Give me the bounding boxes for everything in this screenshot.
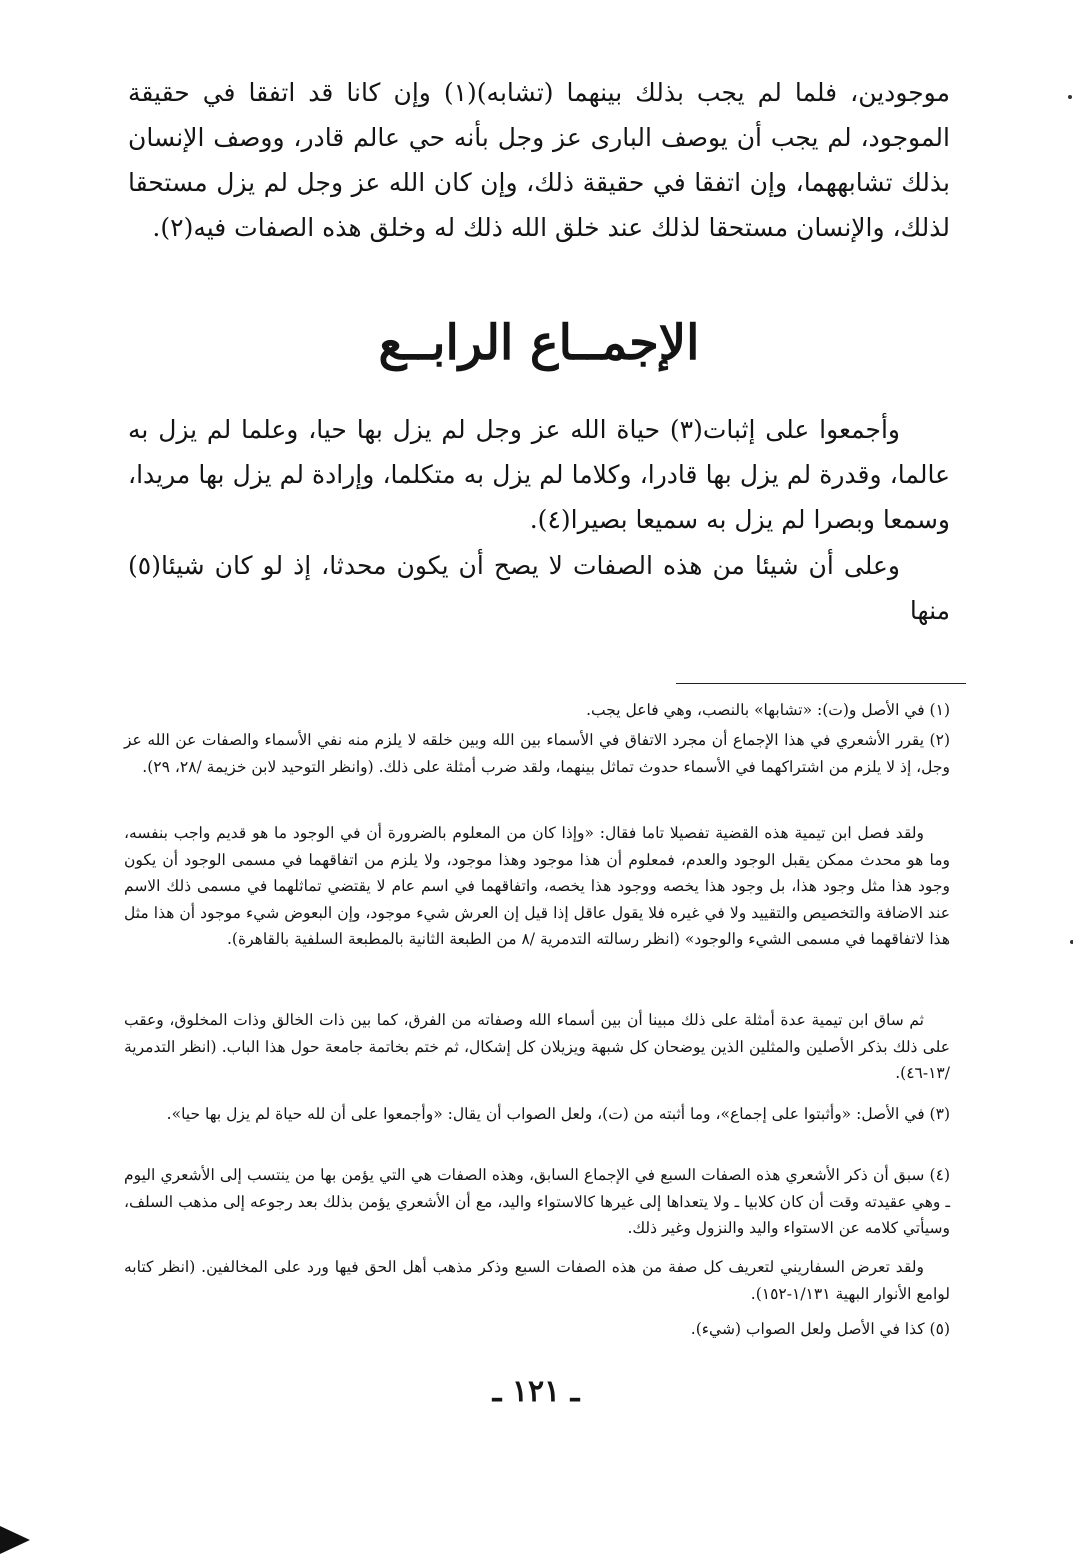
body-paragraph-1: موجودين، فلما لم يجب بذلك بينهما (تشابه)(١) وإن كانا قد اتفقا في حقيقة الموجود، لم يجب أن يوصف البارى عز وجل بأنه حي عالم قادر، ووصف الإنسان بذلك تشابههما، وإن اتفقا في حقيقة ذلك، وإن كان الله عز وجل لم يزل مستحقا لذلك، والإنسان مستحقا لذلك عند خلق الله ذلك له وخلق هذه الصفات فيه(٢). — [128, 78, 950, 242]
scan-corner-mark — [0, 1526, 30, 1554]
footnote-separator — [676, 683, 966, 684]
footnote-4: (٤) سبق أن ذكر الأشعري هذه الصفات السبع في الإجماع السابق، وهذه الصفات هي التي يؤمن بها من ينتسب إلى الأشعري اليوم ـ وهي عقيدته وقت أن كان كلابيا ـ ولا يتعداها إلى غيرها كالاستواء واليد، مع أن الأشعري يؤمن بذلك بعد رجوعه إلى مذهب السلف، وسيأتي كلامه عن الاستواء واليد والنزول وغير ذلك. — [124, 1166, 950, 1237]
footnote-2-paragraph-2: ولقد فصل ابن تيمية هذه القضية تفصيلا تاما فقال: «وإذا كان من المعلوم بالضرورة أن في الوجود ما هو قديم واجب بنفسه، وما هو محدث ممكن يقبل الوجود والعدم، فمعلوم أن هذا موجود وهذا موجود، ولا يلزم من اتفاقهما في مسمى الوجود أن يكون وجود هذا مثل وجود هذا، بل وجود هذا يخصه ووجود هذا يخصه، واتفاقهما في اسم عام لا يقتضي تماثلهما في مسمى ذلك الاسم عند الاضافة والتخصيص والتقييد ولا في غيره فلا يقول عاقل إذا قيل إن العرش شيء موجود، وإن البعوض شيء موجود أن هذا مثل هذا لاتفاقهما في مسمى الشيء والوجود» (انظر رسالته التدمرية /٨ من الطبعة الثانية بالمطبعة السلفية بالقاهرة). — [124, 824, 950, 948]
footnote-2-paragraph-3: ثم ساق ابن تيمية عدة أمثلة على ذلك مبينا أن بين أسماء الله وصفاته من الفرق، كما بين ذات الخالق وذات المخلوق، وعقب على ذلك بذكر الأصلين والمثلين الذين يوضحان كل شبهة ويزيلان كل إشكال، ثم ختم بخاتمة جامعة حول هذا الباب. (انظر التدمرية /١٣-٤٦). — [124, 1011, 950, 1082]
body-paragraph-3: وعلى أن شيئا من هذه الصفات لا يصح أن يكون محدثا، إذ لو كان شيئا(٥) منها — [128, 551, 950, 625]
footnote-1: (١) في الأصل و(ت): «تشابها» بالنصب، وهي فاعل يجب. — [586, 701, 950, 719]
footnote-3: (٣) في الأصل: «وأثبتوا على إجماع»، وما أثبته من (ت)، ولعل الصواب أن يقال: «وأجمعوا على أن لله حياة لم يزل بها حيا». — [166, 1105, 950, 1123]
scan-dot-mark — [1068, 95, 1072, 99]
body-paragraph-2: وأجمعوا على إثبات(٣) حياة الله عز وجل لم يزل بها حيا، وعلما لم يزل به عالما، وقدرة لم يزل بها قادرا، وكلاما لم يزل به متكلما، وإرادة لم يزل بها مريدا، وسمعا وبصرا لم يزل به سميعا بصيرا(٤). — [128, 415, 950, 534]
footnote-2: (٢) يقرر الأشعري في هذا الإجماع أن مجرد الاتفاق في الأسماء بين الله وبين خلقه لا يلزم منه نفي الأسماء والصفات عن الله عز وجل، إذ لا يلزم من اشتراكهما في الأسماء حدوث تماثل بينهما، ولقد ضرب أمثلة على ذلك. (وانظر التوحيد لابن خزيمة /٢٨، ٢٩). — [124, 731, 950, 776]
page-number: ـ ١٢١ ـ — [492, 1374, 580, 1409]
footnote-5: (٥) كذا في الأصل ولعل الصواب (شيء). — [690, 1320, 950, 1338]
section-heading: الإجمــاع الرابــع — [378, 315, 700, 371]
footnote-4-paragraph-2: ولقد تعرض السفاريني لتعريف كل صفة من هذه الصفات السبع وذكر مذهب أهل الحق فيها ورد على المخالفين. (انظر كتابه لوامع الأنوار البهية ١/١٣١-١٥٢). — [124, 1258, 950, 1303]
